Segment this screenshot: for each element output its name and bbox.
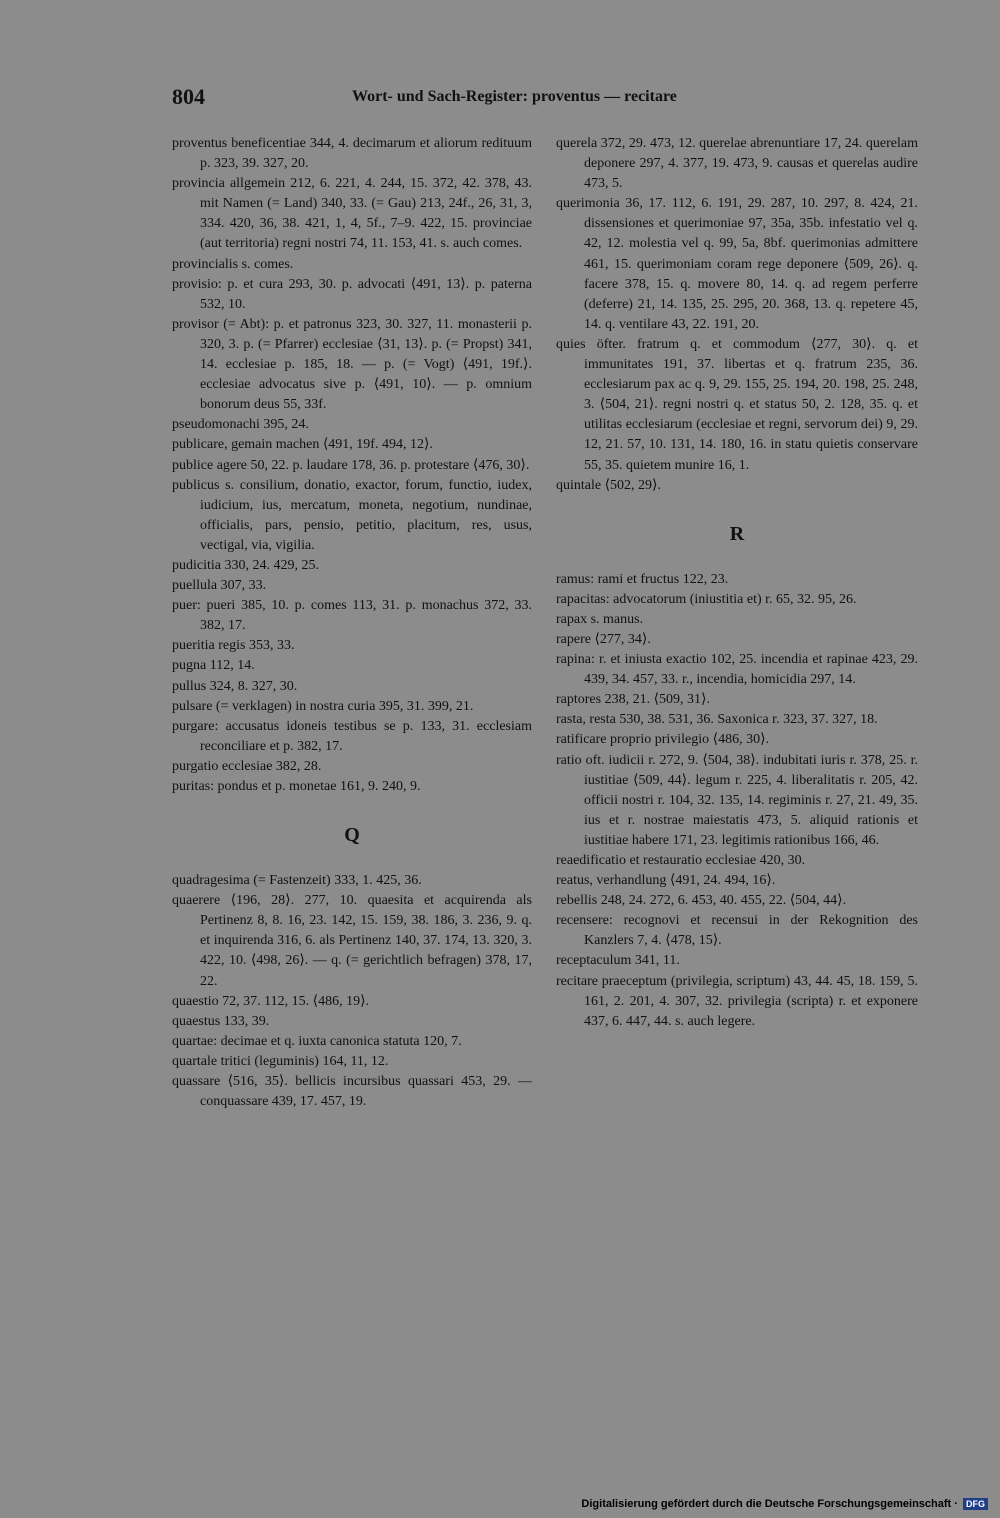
index-entry: pueritia regis 353, 33. xyxy=(172,638,295,654)
index-entry: provincialis s. comes. xyxy=(172,256,294,272)
index-entry: ratificare proprio privilegio ⟨486, 30⟩. xyxy=(556,732,770,748)
index-entry: receptaculum 341, 11. xyxy=(556,953,680,969)
index-entry: quintale ⟨502, 29⟩. xyxy=(556,477,662,493)
right-column xyxy=(556,134,918,1032)
index-entry: pugna 112, 14. xyxy=(172,658,255,674)
index-entry: quaestio 72, 37. 112, 15. ⟨486, 19⟩. xyxy=(172,993,370,1009)
index-entry: querela 372, 29. 473, 12. querelae abrenuntiare 17, 24. querelam deponere 297, 4. 377, 19. 473, 9. causas et querelas audire 473, 5. xyxy=(556,136,918,192)
index-entry: rapacitas: advocatorum (iniustitia et) r. 65, 32. 95, 26. xyxy=(556,591,857,607)
index-entry: rasta, resta 530, 38. 531, 36. Saxonica r. 323, 37. 327, 18. xyxy=(556,712,878,728)
index-entry: raptores 238, 21. ⟨509, 31⟩. xyxy=(556,692,711,708)
index-entry: pulsare (= verklagen) in nostra curia 395, 31. 399, 21. xyxy=(172,698,474,714)
index-entry: purgare: accusatus idoneis testibus se p. 133, 31. ecclesiam reconciliare et p. 382, 17. xyxy=(172,718,532,754)
index-entry: reaedificatio et restauratio ecclesiae 420, 30. xyxy=(556,853,806,868)
index-entry: quartale tritici (leguminis) 164, 11, 12. xyxy=(172,1053,389,1069)
index-entry: puellula 307, 33. xyxy=(172,578,267,594)
index-entry: provisio: p. et cura 293, 30. p. advocati ⟨491, 13⟩. p. paterna 532, 10. xyxy=(172,276,532,312)
index-entry: provisor (= Abt): p. et patronus 323, 30. 327, 11. monasterii p. 320, 3. p. (= Pfarrer) ecclesiae ⟨31, 13⟩. p. (= Propst) 341, 14. ecclesiae p. 185, 18. — p. (= Vogt) ⟨491, 19f.⟩. ecclesiae advocatus sive p. ⟨491, 10⟩. — p. omnium bonorum deus 55, 33f. xyxy=(172,316,532,413)
dfg-logo: DFG xyxy=(963,1498,988,1510)
index-entry: quaestus 133, 39. xyxy=(172,1013,270,1029)
index-entry: rebellis 248, 24. 272, 6. 453, 40. 455, 22. ⟨504, 44⟩. xyxy=(556,893,847,909)
index-entry: quaerere ⟨196, 28⟩. 277, 10. quaesita et acquirenda als Pertinenz 8, 8. 16, 23. 142, 15. 159, 38. 186, 3. 236, 9. q. et inquirenda 316, 6. als Pertinenz 140, 37. 174, 13. 320, 3. 422, 10. ⟨498, 26⟩. — q. (= gerichtlich befragen) 378, 17, 22. xyxy=(172,893,532,989)
index-entry: ramus: rami et fructus 122, 23. xyxy=(556,571,729,587)
index-entry: recitare praeceptum (privilegia, scriptum) 43, 44. 45, 18. 159, 5. 161, 2. 201, 4. 307, 32. privilegia (scripta) r. et exponere 437, 6. 447, 44. s. auch legere. xyxy=(556,973,918,1029)
index-entry: publicus s. consilium, donatio, exactor, forum, functio, iudex, iudicium, ius, mercatum, moneta, negotium, nundinae, officialis, pars, pensio, petitio, placitum, res, usus, vectigal, via, vigilia. xyxy=(172,477,532,553)
index-entry: pullus 324, 8. 327, 30. xyxy=(172,678,298,694)
index-entry: ratio oft. iudicii r. 272, 9. ⟨504, 38⟩. indubitati iuris r. 378, 25. r. iustitiae ⟨509, 44⟩. legum r. 225, 4. liberalitatis r. 205, 42. officii nostri r. 104, 32. 135, 14. regiminis r. 27, 21. 49, 35. ius et r. nostrae maiestatis 473, 5. aliquid rationis et iustitiae habere 171, 23. legitimis rationibus 166, 46. xyxy=(556,752,918,848)
index-entry: quadragesima (= Fastenzeit) 333, 1. 425, 36. xyxy=(172,873,422,889)
index-entry: recensere: recognovi et recensui in der Rekognition des Kanzlers 7, 4. ⟨478, 15⟩. xyxy=(556,913,918,949)
index-entry: pseudomonachi 395, 24. xyxy=(172,417,309,433)
index-entry: quies öfter. fratrum q. et commodum ⟨277, 30⟩. q. et immunitates 191, 37. libertas et q. fratrum 235, 36. ecclesiarum pax ac q. 9, 29. 155, 25. 194, 20. 198, 25. 248, 3. ⟨504, 21⟩. regni nostri q. et status 50, 2. 128, 35. q. et utilitas ecclesiarum (ecclesiae et regni, servorum dei) 9, 29. 12, 21. 57, 10. 131, 14. 180, 16. in statu quietis conservare 55, 35. quietem munire 16, 1. xyxy=(556,336,918,473)
index-entry: purgatio ecclesiae 382, 28. xyxy=(172,758,322,774)
index-entry: puritas: pondus et p. monetae 161, 9. 240, 9. xyxy=(172,779,421,794)
section-letter-q: Q xyxy=(344,824,360,847)
index-entry: pudicitia 330, 24. 429, 25. xyxy=(172,557,319,573)
index-entry: quartae: decimae et q. iuxta canonica statuta 120, 7. xyxy=(172,1033,462,1049)
index-entry: rapere ⟨277, 34⟩. xyxy=(556,631,651,647)
index-entry: quassare ⟨516, 35⟩. bellicis incursibus quassari 453, 29. — conquassare 439, 17. 457, 19. xyxy=(172,1074,532,1110)
index-entry: provincia allgemein 212, 6. 221, 4. 244, 15. 372, 42. 378, 43. mit Namen (= Land) 340, 33. (= Gau) 213, 24f., 26, 31, 3, 334. 420, 36, 38. 421, 1, 4, 5f., 7–9. 422, 15. provinciae (aut territoria) regni nostri 74, 11. 153, 41. s. auch comes. xyxy=(172,176,532,252)
index-entry: publicare, gemain machen ⟨491, 19f. 494, 12⟩. xyxy=(172,437,433,453)
index-entry: proventus beneficentiae 344, 4. decimarum et aliorum redituum p. 323, 39. 327, 20. xyxy=(172,136,532,172)
footer xyxy=(581,1498,988,1510)
footer-text: Digitalisierung gefördert durch die Deutsche Forschungsgemeinschaft · xyxy=(581,1498,958,1510)
index-entry: reatus, verhandlung ⟨491, 24. 494, 16⟩. xyxy=(556,873,776,889)
running-head: Wort- und Sach-Register: proventus — recitare xyxy=(352,88,677,105)
page-number: 804 xyxy=(172,84,205,109)
section-letter-r: R xyxy=(729,522,745,545)
index-entry: querimonia 36, 17. 112, 6. 191, 29. 287, 10. 297, 8. 424, 21. dissensiones et querimoniae 97, 35a, 35b. infestatio vel q. 42, 12. molestia vel q. 99, 5a, 8bf. querimonias admittere 461, 15. querimoniam coram rege deponere ⟨509, 26⟩. q. facere 378, 15. q. movere 80, 14. q. ad regem perferre (deferre) 21, 14. 135, 25. 295, 20. 368, 13. q. repetere 45, 14. q. ventilare 43, 22. 191, 20. xyxy=(556,196,918,332)
left-column xyxy=(172,134,532,1112)
index-entry: puer: pueri 385, 10. p. comes 113, 31. p. monachus 372, 33. 382, 17. xyxy=(172,598,532,634)
index-entry: rapina: r. et iniusta exactio 102, 25. incendia et rapinae 423, 29. 439, 34. 457, 33. r., incendia, homicidia 297, 14. xyxy=(556,652,918,688)
index-entry: rapax s. manus. xyxy=(556,611,644,627)
index-entry: publice agere 50, 22. p. laudare 178, 36. p. protestare ⟨476, 30⟩. xyxy=(172,457,530,473)
